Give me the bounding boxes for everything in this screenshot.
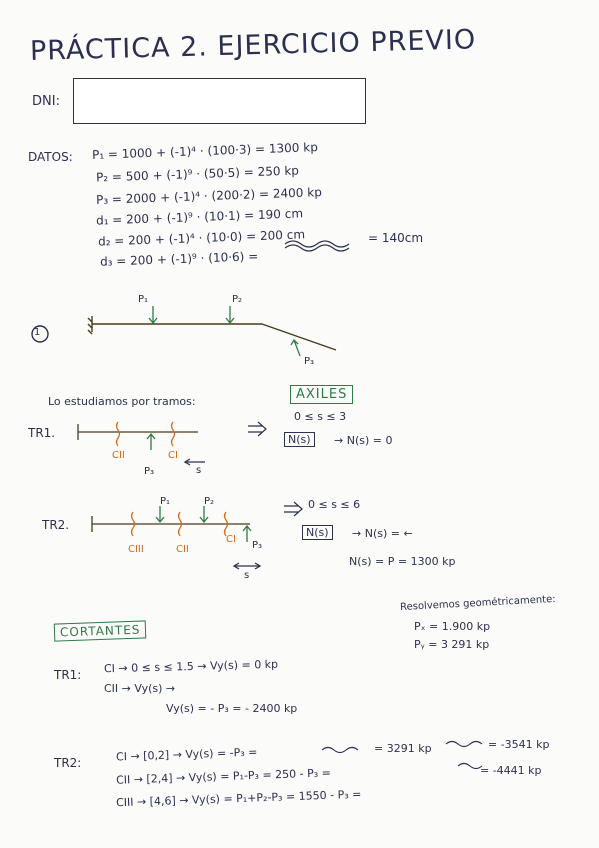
tr2-c3: CIII bbox=[128, 544, 144, 555]
tr2-c1: CI bbox=[226, 534, 236, 545]
cortantes-tr1-line-1: CI → 0 ≤ s ≤ 1.5 → Vy(s) = 0 kp bbox=[103, 657, 279, 676]
implies-arrow-2 bbox=[284, 502, 302, 516]
dni-label: DNI: bbox=[32, 94, 60, 109]
tr2-p2: P₂ bbox=[204, 496, 215, 507]
cortantes-tr2-result-3: = -4441 kp bbox=[480, 764, 542, 777]
datos-line-6: d₃ = 200 + (-1)⁹ · (10·6) = bbox=[99, 249, 259, 269]
label-p1: P₁ bbox=[138, 294, 149, 305]
cortantes-tr2-label: TR2: bbox=[54, 756, 82, 770]
py-value: Pᵧ = 3 291 kp bbox=[414, 638, 490, 651]
px-value: Pₓ = 1.900 kp bbox=[414, 620, 491, 633]
diagram-number: 1 bbox=[34, 327, 41, 338]
datos-line-1: P₁ = 1000 + (-1)⁴ · (100·3) = 1300 kp bbox=[91, 140, 319, 162]
diagram-tramo-1 bbox=[78, 422, 205, 465]
cortantes-tr1-line-2: CII → Vy(s) → bbox=[104, 682, 176, 695]
tr1-c2: CII bbox=[112, 450, 125, 461]
axiles-tr2-result: → N(s) = ← bbox=[352, 527, 413, 540]
tr2-s: s bbox=[244, 570, 250, 581]
axiles-tr2-range: 0 ≤ s ≤ 6 bbox=[308, 498, 361, 511]
cortantes-tr2-line-3: CIII → [4,6] → Vy(s) = P₁+P₂-P₃ = 1550 - P₃ = bbox=[115, 787, 362, 810]
datos-line-3: P₃ = 2000 + (-1)⁴ · (200·2) = 2400 kp bbox=[95, 185, 323, 207]
axiles-heading: AXILES bbox=[290, 385, 353, 404]
cortantes-heading: CORTANTES bbox=[54, 620, 147, 641]
axiles-tr1-n: N(s) bbox=[284, 432, 315, 447]
page-title: PRÁCTICA 2. EJERCICIO PREVIO bbox=[29, 24, 477, 67]
tr2-label: TR2. bbox=[42, 518, 70, 532]
tr2-c2: CII bbox=[176, 544, 189, 555]
axiles-tr2-n: N(s) bbox=[302, 525, 333, 540]
force-arrows-1 bbox=[149, 306, 300, 356]
cortantes-tr1-line-3: Vy(s) = - P₃ = - 2400 kp bbox=[166, 702, 298, 715]
crossed-out-scribble bbox=[285, 241, 349, 251]
cortantes-tr2-line-1: CI → [0,2] → Vy(s) = -P₃ = bbox=[115, 745, 258, 764]
axiles-tr1-result: → N(s) = 0 bbox=[334, 434, 393, 447]
cortantes-tr2-result-1: = 3291 kp bbox=[374, 742, 432, 755]
datos-line-5: d₂ = 200 + (-1)⁴ · (10·0) = 200 cm bbox=[97, 227, 306, 249]
tramos-intro: Lo estudiamos por tramos: bbox=[48, 395, 196, 408]
datos-line-2: P₂ = 500 + (-1)⁹ · (50·5) = 250 kp bbox=[95, 163, 300, 185]
tr1-s: s bbox=[196, 465, 202, 476]
diagram-beam-1 bbox=[32, 316, 336, 350]
axiles-tr2-result2: N(s) = P = 1300 kp bbox=[349, 555, 456, 568]
label-p2: P₂ bbox=[232, 294, 243, 305]
datos-label: DATOS: bbox=[28, 150, 73, 164]
axiles-tr1-range: 0 ≤ s ≤ 3 bbox=[294, 410, 347, 423]
cortantes-tr1-label: TR1: bbox=[54, 668, 82, 682]
datos-line-4: d₁ = 200 + (-1)⁹ · (10·1) = 190 cm bbox=[95, 206, 304, 228]
cortantes-tr2-line-2: CII → [2,4] → Vy(s) = P₁-P₃ = 250 - P₃ = bbox=[115, 766, 332, 787]
datos-d3-result: = 140cm bbox=[368, 231, 424, 245]
tr1-p3: P₃ bbox=[144, 466, 155, 477]
label-p3: P₃ bbox=[304, 356, 315, 367]
cortantes-tr2-result-2: = -3541 kp bbox=[488, 738, 550, 751]
implies-arrow-1 bbox=[248, 422, 266, 436]
tr1-label: TR1. bbox=[28, 426, 56, 440]
tr2-p3: P₃ bbox=[252, 540, 263, 551]
tr1-c1: CI bbox=[168, 450, 178, 461]
tr2-p1: P₁ bbox=[160, 496, 171, 507]
resolvemos-text: Resolvemos geométricamente: bbox=[399, 593, 556, 614]
